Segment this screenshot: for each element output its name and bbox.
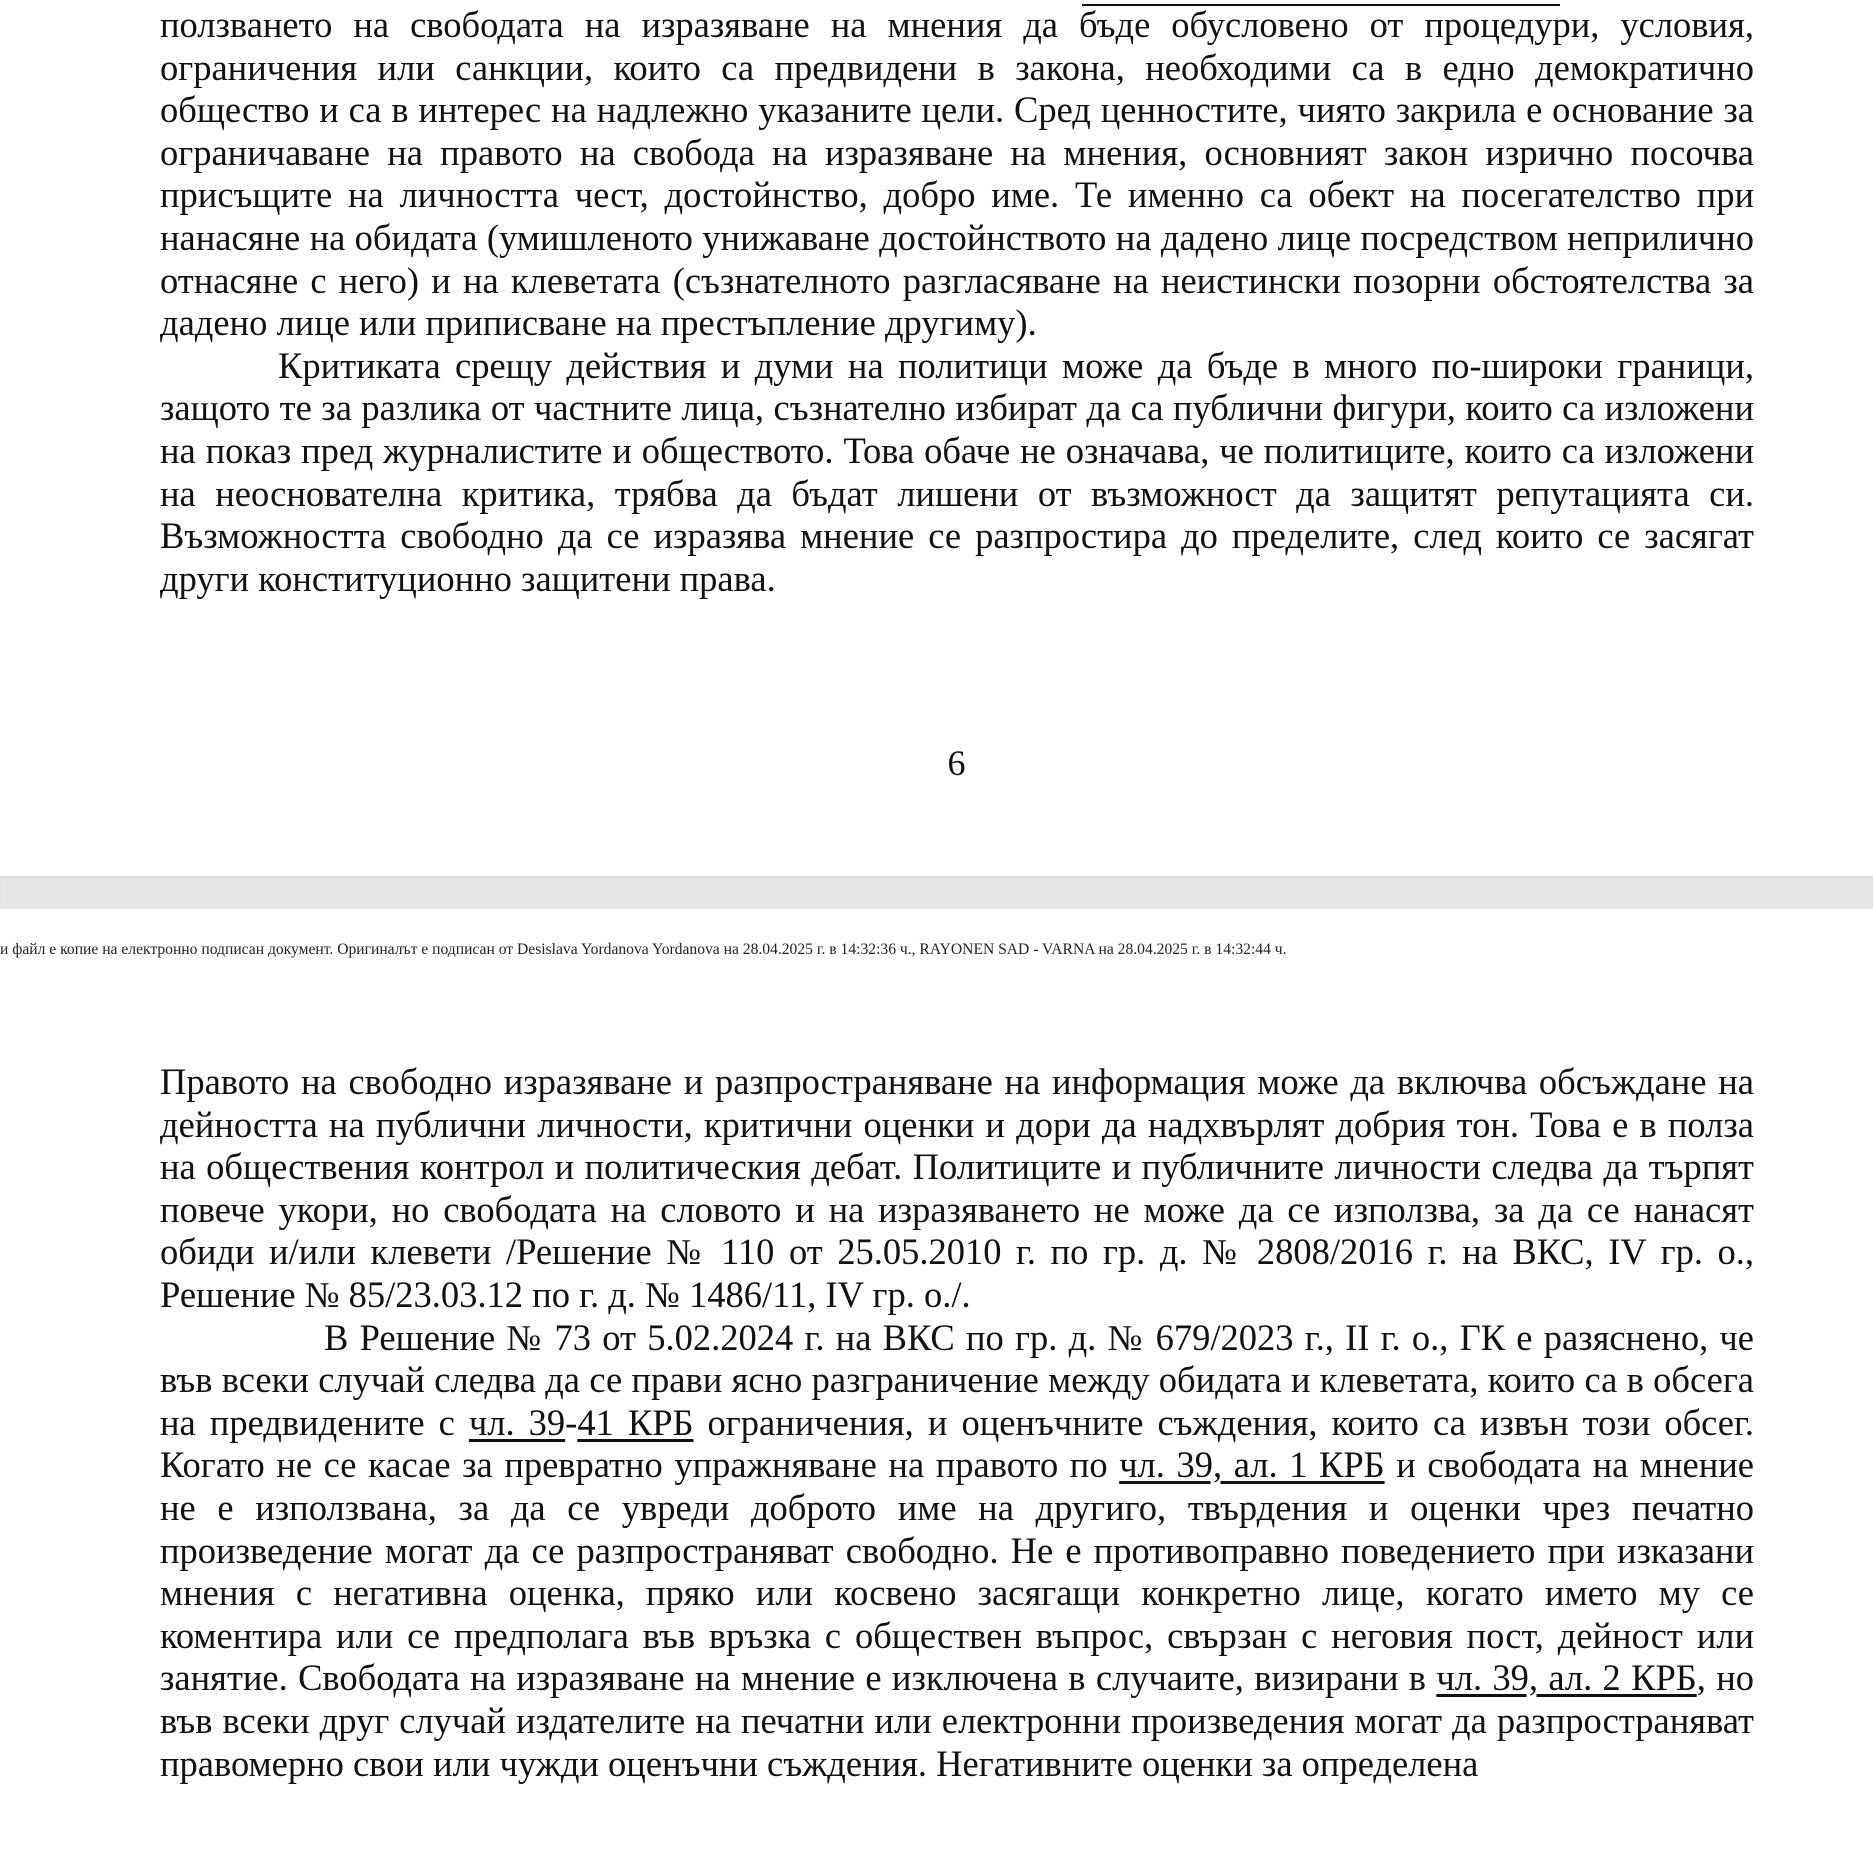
text-run: - — [565, 1401, 578, 1443]
document-page-bottom — [0, 909, 1873, 1870]
page-separator — [0, 876, 1873, 909]
paragraph: Правото на свободно изразяване и разпространяване на информация може да включва обсъждане на дейността на публични личности, критични оценки и дори да надхвърлят добрия тон. Това е в полза на обществения контрол и политическия дебат. Политиците и публичните личности следва да търпят повече укори, но свободата на словото и на изразяването не може да се използва, за да се нанасят обиди и/или клевети /Решение № 110 от 25.05.2010 г. по гр. д. № 2808/2016 г. на ВКС, IV гр. о., Решение № 85/23.03.12 по г. д. № 1486/11, IV гр. о./. — [160, 1061, 1754, 1315]
paragraph: ползването на свободата на изразяване на мнения да бъде обусловено от процедури, условия, ограничения или санкции, които са предвидени в закона, необходими са в едно демократично общество и са в интерес на надлежно указаните цели. Сред ценностите, чиято закрила е основание за ограничаване на правото на свобода на изразяване на мнения, основният закон изрично посочва присъщите на личността чест, достойнство, добро име. Те именно са обект на посегателство при нанасяне на обидата (умишленото унижаване достойнството на дадено лице посредством неприлично отнасяне с него) и на клеветата (съзнателното разгласяване на неистински позорни обстоятелства за дадено лице или приписване на престъпление другиму). — [160, 4, 1754, 344]
law-reference-link[interactable]: чл. 39, ал. 2 КРБ — [1436, 1657, 1697, 1699]
law-reference-link[interactable]: чл. 39, ал. 1 КРБ — [1119, 1444, 1385, 1486]
text-run: ограничения, и оценъчните съждения, които са извън този обсег. Когато не се касае за превратно упражняване на правото по — [160, 1401, 1754, 1486]
document-page-top — [0, 0, 1873, 876]
electronic-signature-note: и файл е копие на електронно подписан документ. Оригиналът е подписан от Desislava Yordanova Yordanova на 28.04.2025 г. в 14:32:36 ч., RAYONEN SAD - VARNA на 28.04.2025 г. в 14:32:44 ч. — [0, 941, 1287, 958]
text-run: , но във всеки друг случай издателите на печатни или електронни произведения могат да разпространяват правомерно свои или чужди оценъчни съждения. Негативните оценки за определена — [160, 1657, 1754, 1784]
law-reference-link[interactable]: чл. 39 — [468, 1401, 566, 1443]
paragraph — [160, 1317, 1754, 1786]
paragraph: Критиката срещу действия и думи на политици може да бъде в много по-широки граници, защото те за разлика от частните лица, съзнателно избират да са публични фигури, които са изложени на показ пред журналистите и обществото. Това обаче не означава, че политиците, които са изложени на неоснователна критика, трябва да бъдат лишени от възможност да защитят репутацията си. Възможността свободно да се изразява мнение се разпростира до пределите, след които се засягат други конституционно защитени права. — [160, 344, 1754, 599]
text-run: и свободата на мнение не е използвана, за да се увреди доброто име на другиго, твърдения и оценки чрез печатно произведение могат да се разпространяват свободно. Не е противоправно поведението при изказани мнения с негативна оценка, пряко или косвено засягащи конкретно лице, когато името му се коментира или се предполага във връзка с обществен въпрос, свързан с неговия пост, дейност или занятие. Свободата на изразяване на мнение е изключена в случаите, визирани в — [160, 1444, 1754, 1699]
page-number: 6 — [947, 743, 966, 783]
law-reference-link[interactable]: 41 КРБ — [577, 1401, 694, 1443]
page-top-text — [160, 4, 1754, 600]
text-run: В Решение № 73 от 5.02.2024 г. на ВКС по гр. д. № 679/2023 г., II г. о., ГК е разяснено, че във всеки случай следва да се прави ясно разграничение между обидата и клеветата, които са в обсега на предвидените с — [160, 1316, 1754, 1443]
page-bottom-text — [160, 1061, 1754, 1785]
